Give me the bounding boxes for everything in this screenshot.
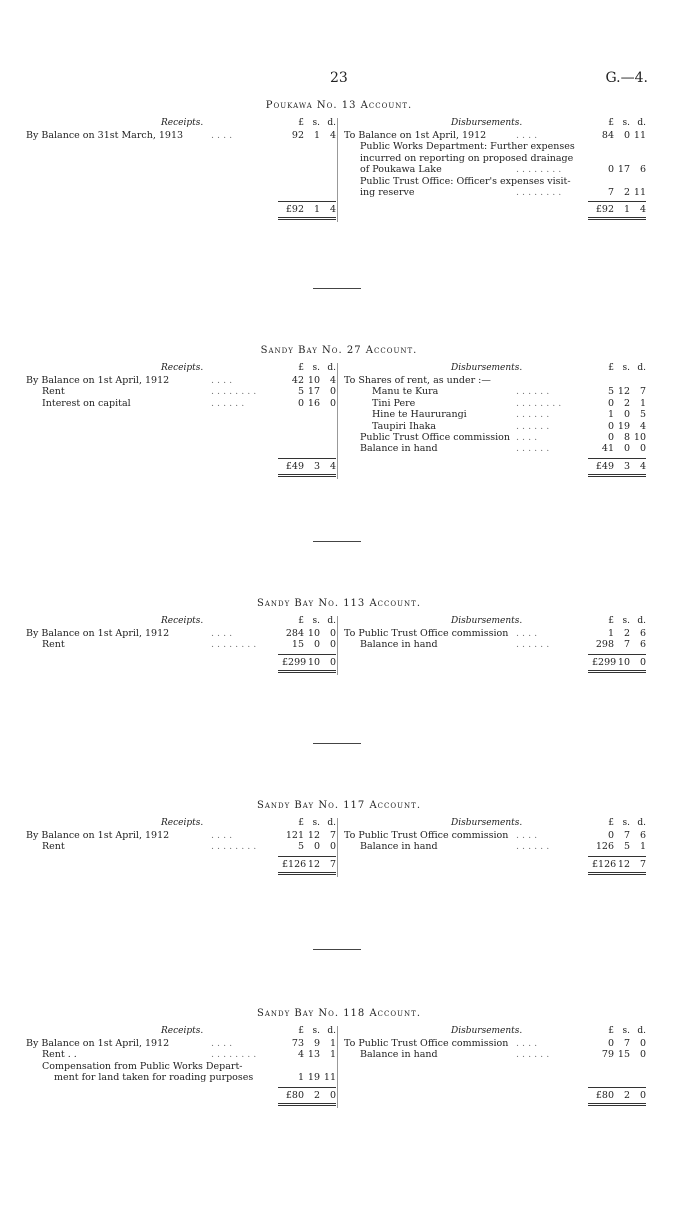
- column-divider: [337, 363, 338, 479]
- disbursements-pound-header: £: [608, 1026, 614, 1036]
- receipt-amount-s: 16: [307, 397, 320, 409]
- receipt-amount-p: 0: [297, 397, 304, 409]
- disbursement-amount-d: 6: [639, 830, 646, 841]
- disbursement-amount-d: 1: [639, 841, 646, 853]
- receipt-amount-p: 4: [297, 1049, 304, 1061]
- receipt-amount: [276, 386, 336, 397]
- disbursement-amount: [586, 386, 646, 397]
- disbursement-amount-d: 1: [639, 397, 646, 409]
- section-separator: [313, 743, 361, 744]
- disbursement-amount-d: 6: [639, 639, 646, 651]
- disbursement-amount-p: 7: [607, 187, 614, 198]
- disbursement-amount: [586, 830, 646, 841]
- receipt-amount-p: 42: [291, 375, 304, 386]
- disbursement-label: Hine te Haururangi: [372, 409, 467, 421]
- receipt-label: Interest on capital: [42, 397, 131, 409]
- leader-dots: . . . .: [516, 130, 538, 141]
- disbursement-amount: [586, 443, 646, 454]
- disbursement-label: Balance in hand: [360, 639, 438, 651]
- total-rule: [588, 856, 646, 857]
- disbursement-amount: [586, 130, 646, 141]
- disbursement-amount-s: 0: [623, 409, 630, 421]
- receipts-shilling-header: s.: [312, 363, 320, 373]
- total-rule: [278, 458, 336, 459]
- disbursements-lsd-header: [586, 118, 646, 128]
- account-section: [26, 598, 652, 748]
- disbursement-label: Balance in hand: [360, 1049, 438, 1061]
- receipt-amount-s: 9: [313, 1038, 320, 1049]
- disbursement-amount-p: 0: [607, 830, 614, 841]
- total-rule: [278, 1087, 336, 1088]
- disbursement-amount: [586, 187, 646, 198]
- receipt-amount-s: 13: [307, 1049, 320, 1061]
- account-title: Sandy Bay No. 117 Account.: [256, 800, 422, 811]
- double-rule: [588, 670, 646, 675]
- account-section: [26, 345, 652, 495]
- disbursement-label: To Public Trust Office commission: [344, 830, 509, 841]
- receipt-amount-p: 92: [291, 130, 304, 141]
- receipt-label: Rent: [42, 841, 65, 853]
- disbursement-amount-p: 1: [607, 409, 614, 421]
- receipts-header: Receipts.: [161, 363, 204, 373]
- disbursements-shilling-header: s.: [622, 118, 630, 128]
- disbursement-amount-p: 298: [595, 639, 614, 651]
- disbursement-amount-s: 2: [623, 397, 630, 409]
- disbursements-pound-header: £: [608, 118, 614, 128]
- leader-dots: . . . . . .: [516, 841, 550, 853]
- disbursement-amount-p: 84: [601, 130, 614, 141]
- receipt-label: Rent: [42, 639, 65, 651]
- double-rule: [278, 872, 336, 877]
- receipt-amount-d: 4: [329, 130, 336, 141]
- leader-dots: . . . . . .: [211, 397, 245, 409]
- disbursement-amount-p: 0: [607, 164, 614, 176]
- disbursements-shilling-header: s.: [622, 1026, 630, 1036]
- disbursement-label: To Balance on 1st April, 1912: [344, 130, 487, 141]
- double-rule: [588, 217, 646, 222]
- column-divider: [337, 1026, 338, 1108]
- account-section: [26, 1008, 652, 1158]
- receipt-amount-p: 73: [291, 1038, 304, 1049]
- receipts-total-s: 2: [313, 1089, 320, 1101]
- receipt-amount: [276, 1049, 336, 1060]
- leader-dots: . . . . . .: [516, 386, 550, 398]
- leader-dots: . . . . . . . .: [211, 1049, 257, 1061]
- receipts-total-p: £80: [285, 1089, 304, 1101]
- disbursements-total-d: 4: [639, 460, 646, 472]
- receipts-total-p: £126: [282, 858, 307, 870]
- disbursements-shilling-header: s.: [622, 818, 630, 828]
- receipts-total: [276, 1090, 336, 1101]
- disbursement-label: Manu te Kura: [372, 386, 439, 398]
- disbursement-amount-d: 11: [633, 130, 646, 141]
- disbursement-amount-p: 0: [607, 397, 614, 409]
- disbursements-pound-header: £: [608, 818, 614, 828]
- disbursement-amount-s: 0: [623, 443, 630, 455]
- receipt-amount-d: 11: [323, 1072, 336, 1084]
- receipts-header: Receipts.: [161, 818, 204, 828]
- receipt-amount-p: 15: [291, 639, 304, 651]
- disbursements-total: [586, 204, 646, 215]
- total-rule: [278, 654, 336, 655]
- receipt-amount: [276, 130, 336, 141]
- leader-dots: . . . .: [516, 830, 538, 841]
- receipts-lsd-header: [276, 118, 336, 128]
- receipt-label: By Balance on 1st April, 1912: [26, 830, 170, 841]
- receipts-header: Receipts.: [161, 1026, 204, 1036]
- disbursement-amount-p: 0: [607, 432, 614, 443]
- receipt-amount: [276, 830, 336, 841]
- receipt-amount-s: 12: [307, 830, 320, 841]
- receipts-total-p: £299: [282, 656, 307, 668]
- receipt-amount: [276, 1072, 336, 1083]
- disbursements-lsd-header: [586, 616, 646, 626]
- receipt-amount-s: 10: [307, 628, 320, 639]
- disbursements-header: Disbursements.: [451, 1026, 523, 1036]
- page-number: 23: [330, 70, 348, 86]
- disbursement-amount-s: 17: [617, 164, 630, 176]
- receipts-lsd-header: [276, 818, 336, 828]
- receipt-amount: [276, 375, 336, 386]
- receipts-pence-header: d.: [327, 616, 336, 626]
- double-rule: [278, 1103, 336, 1108]
- double-rule: [278, 670, 336, 675]
- disbursement-amount-s: 7: [623, 639, 630, 651]
- disbursements-total-p: £80: [595, 1089, 614, 1101]
- disbursement-label: of Poukawa Lake: [360, 164, 442, 176]
- receipts-pence-header: d.: [327, 363, 336, 373]
- section-separator: [313, 949, 361, 950]
- receipts-shilling-header: s.: [312, 616, 320, 626]
- account-section: [26, 800, 652, 950]
- disbursements-pence-header: d.: [637, 818, 646, 828]
- disbursement-amount: [586, 398, 646, 409]
- disbursements-pound-header: £: [608, 616, 614, 626]
- disbursement-amount-s: 7: [623, 1038, 630, 1049]
- receipt-amount: [276, 398, 336, 409]
- disbursements-header: Disbursements.: [451, 118, 523, 128]
- disbursement-label: Taupiri Ihaka: [372, 420, 437, 432]
- disbursements-total-d: 0: [639, 656, 646, 668]
- receipts-shilling-header: s.: [312, 118, 320, 128]
- leader-dots: . . . . . . . .: [516, 187, 562, 198]
- disbursement-amount-s: 2: [623, 628, 630, 639]
- account-title: Sandy Bay No. 113 Account.: [256, 598, 422, 609]
- receipts-lsd-header: [276, 616, 336, 626]
- receipts-pound-header: £: [298, 1026, 304, 1036]
- disbursements-shilling-header: s.: [622, 616, 630, 626]
- leader-dots: . . . . . . . .: [211, 841, 257, 853]
- receipts-total-d: 0: [329, 656, 336, 668]
- double-rule: [278, 474, 336, 479]
- receipts-total-s: 10: [307, 656, 320, 668]
- receipts-lsd-header: [276, 1026, 336, 1036]
- leader-dots: . . . .: [211, 830, 233, 841]
- disbursements-total: [586, 1090, 646, 1101]
- receipts-total: [276, 657, 336, 668]
- receipt-label: Rent: [42, 386, 65, 398]
- double-rule: [588, 474, 646, 479]
- receipt-label: ment for land taken for roading purposes: [54, 1072, 254, 1084]
- disbursement-amount: [586, 841, 646, 852]
- leader-dots: . . . . . . . .: [516, 164, 562, 176]
- disbursement-amount-p: 5: [607, 386, 614, 398]
- receipts-shilling-header: s.: [312, 1026, 320, 1036]
- leader-dots: . . . .: [516, 432, 538, 443]
- receipt-amount: [276, 1038, 336, 1049]
- leader-dots: . . . .: [516, 628, 538, 639]
- disbursement-amount-s: 15: [617, 1049, 630, 1061]
- disbursement-amount-p: 41: [601, 443, 614, 455]
- receipts-pound-header: £: [298, 363, 304, 373]
- receipt-amount-d: 0: [329, 397, 336, 409]
- disbursements-total-p: £126: [592, 858, 617, 870]
- leader-dots: . . . . . .: [516, 443, 550, 455]
- disbursement-amount-s: 7: [623, 830, 630, 841]
- column-divider: [337, 118, 338, 222]
- receipts-pound-header: £: [298, 616, 304, 626]
- receipt-amount-s: 10: [307, 375, 320, 386]
- receipts-total-d: 4: [329, 204, 336, 216]
- receipt-label: Compensation from Public Works Depart-: [42, 1060, 243, 1072]
- disbursement-label: Public Trust Office commission: [360, 432, 510, 443]
- disbursement-label: To Shares of rent, as under :—: [344, 375, 491, 386]
- disbursement-label: Tini Pere: [372, 397, 416, 409]
- disbursement-amount: [586, 409, 646, 420]
- disbursements-header: Disbursements.: [451, 363, 523, 373]
- account-title: Sandy Bay No. 27 Account.: [260, 345, 418, 356]
- disbursements-total-d: 4: [639, 204, 646, 216]
- disbursement-amount-p: 126: [595, 841, 614, 853]
- receipts-pound-header: £: [298, 118, 304, 128]
- total-rule: [278, 856, 336, 857]
- receipts-total-d: 0: [329, 1089, 336, 1101]
- disbursements-total: [586, 657, 646, 668]
- disbursements-pence-header: d.: [637, 363, 646, 373]
- receipt-amount-d: 7: [329, 830, 336, 841]
- disbursement-amount: [586, 1049, 646, 1060]
- disbursement-label: To Public Trust Office commission: [344, 628, 509, 639]
- disbursement-amount-d: 4: [639, 420, 646, 432]
- receipt-amount-d: 4: [329, 375, 336, 386]
- account-title: Sandy Bay No. 118 Account.: [256, 1008, 422, 1019]
- disbursements-shilling-header: s.: [622, 363, 630, 373]
- disbursements-total-s: 12: [617, 858, 630, 870]
- disbursement-amount: [586, 639, 646, 650]
- disbursement-amount: [586, 164, 646, 175]
- disbursement-amount-s: 0: [623, 130, 630, 141]
- leader-dots: . . . . . . . .: [211, 386, 257, 398]
- disbursement-amount-p: 79: [601, 1049, 614, 1061]
- disbursement-label: Public Trust Office: Officer's expenses visit-: [360, 175, 571, 187]
- receipts-total-s: 3: [313, 460, 320, 472]
- disbursement-amount-d: 0: [639, 1038, 646, 1049]
- disbursement-label: To Public Trust Office commission: [344, 1038, 509, 1049]
- receipts-pence-header: d.: [327, 1026, 336, 1036]
- leader-dots: . . . .: [211, 628, 233, 639]
- disbursements-pence-header: d.: [637, 118, 646, 128]
- total-rule: [278, 201, 336, 202]
- disbursements-header: Disbursements.: [451, 616, 523, 626]
- disbursement-amount-s: 8: [623, 432, 630, 443]
- leader-dots: . . . . . .: [516, 639, 550, 651]
- disbursements-total-s: 2: [623, 1089, 630, 1101]
- leader-dots: . . . . . . . .: [516, 397, 562, 409]
- receipt-amount-d: 0: [329, 639, 336, 651]
- disbursements-total-s: 10: [617, 656, 630, 668]
- receipt-amount: [276, 841, 336, 852]
- leader-dots: . . . . . .: [516, 409, 550, 421]
- receipts-pence-header: d.: [327, 118, 336, 128]
- disbursements-total: [586, 859, 646, 870]
- receipt-amount-s: 17: [307, 386, 320, 398]
- receipts-total-p: £92: [285, 204, 304, 216]
- receipt-amount-s: 0: [313, 639, 320, 651]
- disbursement-amount: [586, 375, 646, 386]
- disbursements-pence-header: d.: [637, 1026, 646, 1036]
- account-section: [26, 100, 652, 250]
- section-separator: [313, 288, 361, 289]
- column-divider: [337, 616, 338, 675]
- receipts-total-p: £49: [285, 460, 304, 472]
- total-rule: [588, 458, 646, 459]
- disbursement-amount: [586, 1038, 646, 1049]
- receipts-header: Receipts.: [161, 616, 204, 626]
- receipt-amount-s: 19: [307, 1072, 320, 1084]
- disbursements-total-d: 7: [639, 858, 646, 870]
- receipt-label: By Balance on 1st April, 1912: [26, 628, 170, 639]
- leader-dots: . . . . . .: [516, 1049, 550, 1061]
- account-title: Poukawa No. 13 Account.: [265, 100, 413, 111]
- double-rule: [278, 217, 336, 222]
- receipts-total-s: 1: [313, 204, 320, 216]
- disbursement-amount-s: 12: [617, 386, 630, 398]
- receipt-amount-d: 0: [329, 841, 336, 853]
- disbursements-total-s: 1: [623, 204, 630, 216]
- receipt-amount-d: 1: [329, 1038, 336, 1049]
- disbursement-amount-d: 7: [639, 386, 646, 398]
- total-rule: [588, 201, 646, 202]
- double-rule: [588, 872, 646, 877]
- disbursements-total-p: £92: [595, 204, 614, 216]
- receipt-amount-p: 121: [285, 830, 304, 841]
- leader-dots: . . . .: [211, 375, 233, 386]
- disbursements-lsd-header: [586, 818, 646, 828]
- disbursement-amount-s: 5: [623, 841, 630, 853]
- section-separator: [313, 541, 361, 542]
- receipts-pence-header: d.: [327, 818, 336, 828]
- disbursement-amount-d: 11: [633, 187, 646, 198]
- leader-dots: . . . .: [211, 130, 233, 141]
- leader-dots: . . . .: [211, 1038, 233, 1049]
- receipt-amount-p: 1: [297, 1072, 304, 1084]
- receipt-label: By Balance on 1st April, 1912: [26, 1038, 170, 1049]
- disbursements-pence-header: d.: [637, 616, 646, 626]
- receipts-total-d: 4: [329, 460, 336, 472]
- disbursements-total: [586, 461, 646, 472]
- disbursement-amount-p: 1: [607, 628, 614, 639]
- total-rule: [588, 1087, 646, 1088]
- column-divider: [337, 818, 338, 877]
- disbursement-label: ing reserve: [360, 187, 415, 198]
- receipts-header: Receipts.: [161, 118, 204, 128]
- receipts-total-d: 7: [329, 858, 336, 870]
- disbursements-lsd-header: [586, 363, 646, 373]
- disbursements-pound-header: £: [608, 363, 614, 373]
- disbursements-total-p: £299: [592, 656, 617, 668]
- disbursement-amount-d: 0: [639, 1049, 646, 1061]
- leader-dots: . . . . . . . .: [211, 639, 257, 651]
- receipts-total: [276, 461, 336, 472]
- disbursement-amount-s: 19: [617, 420, 630, 432]
- disbursement-amount-d: 10: [633, 432, 646, 443]
- disbursement-amount: [586, 421, 646, 432]
- disbursement-amount-p: 0: [607, 1038, 614, 1049]
- receipts-lsd-header: [276, 363, 336, 373]
- disbursement-amount: [586, 432, 646, 443]
- receipt-amount-d: 1: [329, 1049, 336, 1061]
- disbursements-lsd-header: [586, 1026, 646, 1036]
- receipt-label: Rent . .: [42, 1049, 77, 1061]
- disbursements-header: Disbursements.: [451, 818, 523, 828]
- receipt-amount-s: 0: [313, 841, 320, 853]
- disbursement-amount-d: 6: [639, 164, 646, 176]
- disbursement-amount: [586, 628, 646, 639]
- disbursement-label: Balance in hand: [360, 841, 438, 853]
- leader-dots: . . . . . .: [516, 420, 550, 432]
- disbursements-total-p: £49: [595, 460, 614, 472]
- receipts-total: [276, 204, 336, 215]
- disbursement-label: Balance in hand: [360, 443, 438, 455]
- disbursement-amount-d: 6: [639, 628, 646, 639]
- receipts-pound-header: £: [298, 818, 304, 828]
- receipt-amount: [276, 628, 336, 639]
- total-rule: [588, 654, 646, 655]
- disbursement-label: Public Works Department: Further expenses: [360, 141, 575, 153]
- disbursement-amount-s: 2: [623, 187, 630, 198]
- receipt-amount-p: 5: [297, 841, 304, 853]
- receipts-shilling-header: s.: [312, 818, 320, 828]
- receipt-amount-p: 284: [285, 628, 304, 639]
- disbursement-amount-d: 0: [639, 443, 646, 455]
- leader-dots: . . . .: [516, 1038, 538, 1049]
- receipt-amount-d: 0: [329, 628, 336, 639]
- receipt-label: By Balance on 31st March, 1913: [26, 130, 184, 141]
- receipt-amount-d: 0: [329, 386, 336, 398]
- disbursements-total-s: 3: [623, 460, 630, 472]
- disbursements-total-d: 0: [639, 1089, 646, 1101]
- receipts-total: [276, 859, 336, 870]
- receipt-amount: [276, 639, 336, 650]
- receipts-total-s: 12: [307, 858, 320, 870]
- receipt-label: By Balance on 1st April, 1912: [26, 375, 170, 386]
- receipt-amount-s: 1: [313, 130, 320, 141]
- disbursement-amount-d: 5: [639, 409, 646, 421]
- document-reference: G.—4.: [605, 70, 648, 86]
- disbursement-amount-p: 0: [607, 420, 614, 432]
- disbursement-label: incurred on reporting on proposed drainage: [360, 152, 574, 164]
- double-rule: [588, 1103, 646, 1108]
- receipt-amount-p: 5: [297, 386, 304, 398]
